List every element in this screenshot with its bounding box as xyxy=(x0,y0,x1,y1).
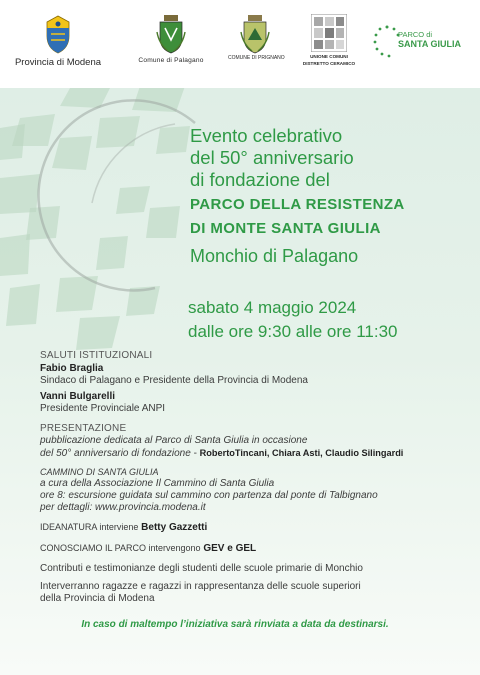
ragazzi-line-2: della Provincia di Modena xyxy=(40,593,155,604)
conosciamo-line xyxy=(40,542,472,555)
conosciamo-label: CONOSCIAMO IL PARCO intervengono xyxy=(40,543,201,553)
provincia-shield-icon xyxy=(43,14,73,54)
title-line-3: di fondazione del xyxy=(190,169,330,190)
presentazione-authors: RobertoTincani, Chiara Asti, Claudio Silingardi xyxy=(199,448,404,458)
prignano-crest-icon xyxy=(239,14,271,54)
palagano-logo xyxy=(126,14,216,64)
cammino-line-2: ore 8: escursione guidata sul cammino con partenza dal ponte di Talbignano xyxy=(40,490,378,501)
conosciamo-name: GEV e GEL xyxy=(203,543,257,554)
parco-label-1: PARCO di xyxy=(398,30,433,39)
parco-label-2: SANTA GIULIA xyxy=(398,39,461,49)
prignano-logo xyxy=(228,14,285,61)
presentazione-dash: - xyxy=(193,448,200,459)
presentazione-line-1: pubblicazione dedicata al Parco di Santa Giulia in occasione xyxy=(40,435,308,446)
cammino-line-3: per dettagli: www.provincia.modena.it xyxy=(40,502,206,513)
cammino-heading: CAMMINO DI SANTA GIULIA xyxy=(40,467,159,477)
speaker-1-role: Sindaco di Palagano e Presidente della Provincia di Modena xyxy=(40,375,308,386)
prignano-label: COMUNE DI PRIGNANO xyxy=(228,55,285,61)
title-line-5: DI MONTE SANTA GIULIA xyxy=(190,220,381,237)
provincia-label: Provincia di Modena xyxy=(14,57,102,68)
ideanatura-label: IDEANATURA interviene xyxy=(40,522,139,532)
date-line-2: dalle ore 9:30 alle ore 11:30 xyxy=(188,322,398,341)
provincia-logo xyxy=(10,14,106,68)
program xyxy=(40,350,472,631)
logo-bar xyxy=(0,0,480,88)
maltempo-note: In caso di maltempo l’iniziativa sarà rinviata a data da destinarsi. xyxy=(81,619,389,630)
title-line-1: Evento celebrativo xyxy=(190,125,343,146)
parco-logo xyxy=(372,24,468,64)
speaker-2-role: Presidente Provinciale ANPI xyxy=(40,403,166,414)
unione-label-2: DISTRETTO CERAMICO xyxy=(302,61,356,67)
ideanatura-name: Betty Gazzetti xyxy=(141,522,208,533)
unione-logo xyxy=(296,14,362,67)
presentazione-line-2-text: del 50° anniversario di fondazione xyxy=(40,448,191,459)
unione-grid-icon xyxy=(311,14,347,52)
event-title xyxy=(190,125,470,269)
presentazione-heading: PRESENTAZIONE xyxy=(40,423,127,434)
event-date xyxy=(188,296,398,344)
palagano-label: Comune di Palagano xyxy=(138,57,204,64)
title-line-4: PARCO DELLA RESISTENZA xyxy=(190,196,405,213)
date-line-1: sabato 4 maggio 2024 xyxy=(188,298,357,317)
unione-label-1: UNIONE COMUNI xyxy=(310,54,348,59)
presentazione-line-2 xyxy=(40,447,472,460)
cammino-line-1: a cura della Associazione Il Cammino di Santa Giulia xyxy=(40,478,275,489)
contributi-line: Contributi e testimonianze degli studenti delle scuole primarie di Monchio xyxy=(40,563,363,574)
title-place: Monchio di Palagano xyxy=(190,246,359,266)
ragazzi-line-1: Interverranno ragazze e ragazzi in rappresentanza delle scuole superiori xyxy=(40,581,361,592)
speaker-2-name: Vanni Bulgarelli xyxy=(40,391,116,402)
saluti-heading: SALUTI ISTITUZIONALI xyxy=(40,350,153,361)
palagano-crest-icon xyxy=(156,14,186,54)
speaker-1-name: Fabio Braglia xyxy=(40,363,104,374)
title-line-2: del 50° anniversario xyxy=(190,147,354,168)
ideanatura-line xyxy=(40,521,472,534)
